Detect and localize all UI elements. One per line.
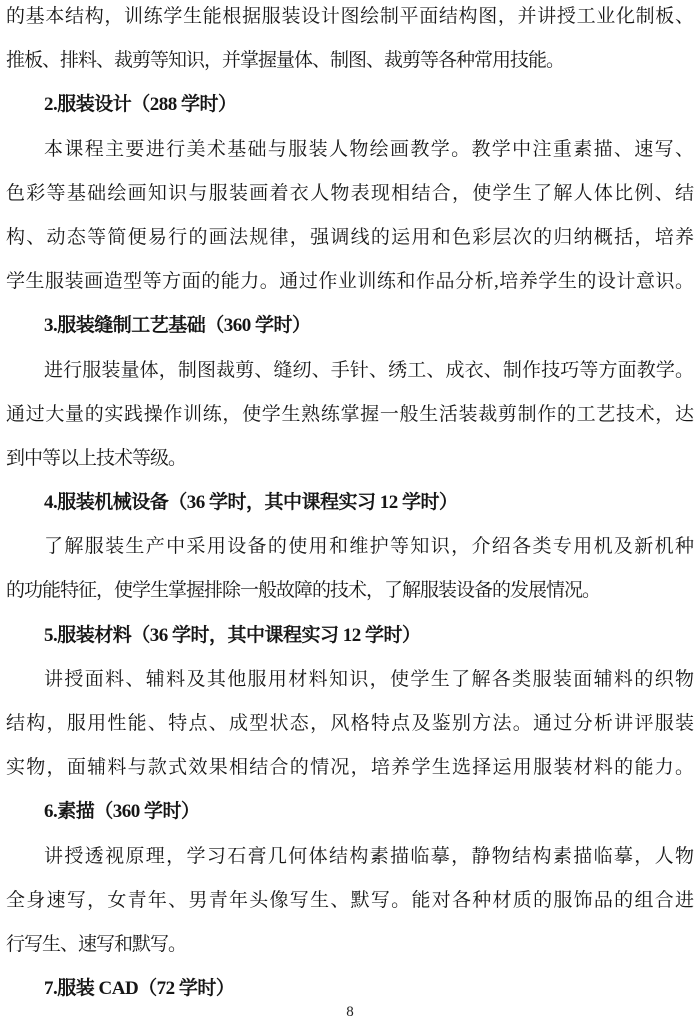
text-line: 推板、排料、裁剪等知识，并掌握量体、制图、裁剪等各种常用技能。 (6, 50, 565, 72)
text-line: 通过大量的实践操作训练，使学生熟练掌握一般生活装裁剪制作的工艺技术，达 (6, 403, 693, 425)
text-line: 色彩等基础绘画知识与服装画着衣人物表现相结合，使学生了解人体比例、结 (6, 182, 693, 204)
text-line: 了解服装生产中采用设备的使用和维护等知识，介绍各类专用机及新机种 (44, 536, 693, 558)
text-line: 行写生、速写和默写。 (6, 933, 187, 955)
text-line: 构、动态等简便易行的画法规律，强调线的运用和色彩层次的归纳概括，培养 (6, 226, 693, 248)
page-number: 8 (346, 1004, 354, 1020)
section-heading: 4.服装机械设备（36 学时，其中课程实习 12 学时） (44, 492, 458, 514)
text-line: 讲授面料、辅料及其他服用材料知识，使学生了解各类服装面辅料的织物 (44, 668, 693, 690)
section-heading: 7.服装 CAD（72 学时） (44, 978, 235, 1000)
section-heading: 5.服装材料（36 学时，其中课程实习 12 学时） (44, 624, 421, 646)
text-line: 到中等以上技术等级。 (6, 447, 187, 469)
text-line: 的基本结构，训练学生能根据服装设计图绘制平面结构图，并讲授工业化制板、 (6, 6, 693, 27)
text-lines (6, 0, 693, 1011)
text-line: 的功能特征，使学生掌握排除一般故障的技术，了解服装设备的发展情况。 (6, 580, 601, 602)
text-line: 讲授透视原理，学习石膏几何体结构素描临摹，静物结构素描临摹，人物 (44, 845, 693, 867)
text-line: 实物，面辅料与款式效果相结合的情况，培养学生选择运用服装材料的能力。 (6, 757, 693, 779)
text-line: 进行服装量体，制图裁剪、缝纫、手针、绣工、成衣、制作技巧等方面教学。 (44, 359, 693, 381)
section-heading: 2.服装设计（288 学时） (44, 94, 237, 116)
section-heading: 3.服装缝制工艺基础（360 学时） (44, 315, 311, 337)
text-line: 全身速写，女青年、男青年头像写生、默写。能对各种材质的服饰品的组合进 (6, 889, 693, 911)
text-line: 本课程主要进行美术基础与服装人物绘画教学。教学中注重素描、速写、 (44, 138, 693, 160)
text-line: 结构，服用性能、特点、成型状态，风格特点及鉴别方法。通过分析讲评服装 (6, 713, 693, 734)
section-heading: 6.素描（360 学时） (44, 801, 200, 823)
text-line: 学生服装画造型等方面的能力。通过作业训练和作品分析,培养学生的设计意识。 (6, 271, 693, 293)
